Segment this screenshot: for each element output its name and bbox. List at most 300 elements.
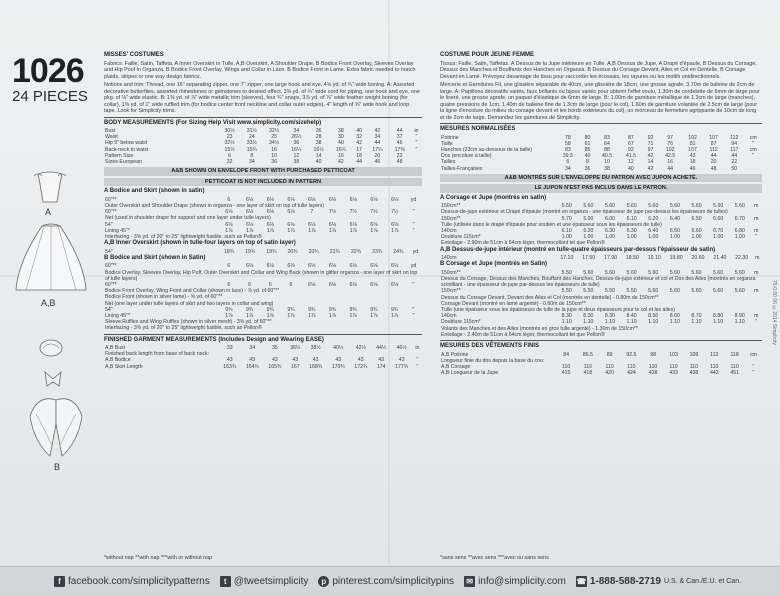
english-body-title: BODY MEASUREMENTS (For Sizing Help Visit www.simplicity.com/sizehelp) xyxy=(104,119,322,126)
row-value: 22¾ xyxy=(350,248,362,255)
row-value: 451 xyxy=(730,370,739,377)
row-value: cm xyxy=(749,134,757,141)
row-value: 85 xyxy=(584,146,591,153)
row-value: " xyxy=(415,134,418,141)
row-value: m xyxy=(754,203,759,210)
row-value: 5.60 xyxy=(648,288,659,295)
row-value: 40 xyxy=(356,128,362,134)
facebook-link[interactable] xyxy=(54,576,210,587)
row-value: 5.60 xyxy=(713,203,724,210)
row-value: 20 xyxy=(710,159,717,166)
row-value: 1.00 xyxy=(648,234,659,241)
row-value: 1⅞ xyxy=(328,227,337,234)
row-value: 6⅛ xyxy=(390,263,399,270)
row-value: 50 xyxy=(731,165,738,172)
row-label: 60"** xyxy=(105,281,117,288)
row-value: 9¾ xyxy=(308,306,316,313)
row-label: Longueur finie du dos depuis la base du cou: xyxy=(441,357,545,364)
row-value: 8.40 xyxy=(626,313,637,320)
row-label: 140cm xyxy=(441,255,457,262)
row-label: Net (one layer under tulle layers of skirt and two layers in collar and wing) xyxy=(105,300,274,307)
row-value: 40 xyxy=(584,153,591,160)
row-value: 86.5 xyxy=(582,351,593,358)
row-value: 43 xyxy=(357,357,364,364)
row-value: 6.10 xyxy=(561,228,572,235)
row-label: 60"** xyxy=(105,209,117,216)
row-value: 9¾ xyxy=(266,306,274,313)
row-value: 1.00 xyxy=(561,234,572,241)
row-value: 42½ xyxy=(355,345,366,352)
row-label: A,B Skirt Length xyxy=(105,363,143,370)
row-value: 44 xyxy=(710,153,717,160)
row-label: A,B Longueur de la Jupe xyxy=(441,370,499,377)
row-value: 5.60 xyxy=(648,203,659,210)
row-value: 110 xyxy=(649,363,658,370)
row-value: 438 xyxy=(689,370,699,377)
row-value: 6.40 xyxy=(669,215,680,222)
row-value: 5.60 xyxy=(734,203,745,210)
row-value: 97 xyxy=(647,146,654,153)
row-value: 1⅞ xyxy=(245,227,254,234)
row-value: 16¾ xyxy=(335,146,346,153)
row-label: Outer Overskirt and Shoulder Drape (shown in organza - one layer of skirt on top of tulle layers) xyxy=(105,202,325,209)
row-value: 6⅛ xyxy=(370,196,378,203)
row-value: 61 xyxy=(584,140,591,147)
row-value: 6⅛ xyxy=(245,196,254,203)
row-value: 43 xyxy=(335,357,342,364)
row-label: Corsage Devant (montré en lamé argenté) - 0.60m de 150cm** xyxy=(441,300,586,307)
row-value: 88 xyxy=(604,146,610,153)
row-value: 36 xyxy=(584,165,591,172)
row-value: 8.60 xyxy=(669,313,680,320)
row-value: 38 xyxy=(604,165,610,172)
row-value: 6.40 xyxy=(648,228,659,235)
row-value: " xyxy=(412,306,415,313)
row-value: " xyxy=(752,153,755,160)
row-value: 35 xyxy=(271,345,278,352)
row-value: " xyxy=(752,370,755,377)
table-row xyxy=(440,276,762,288)
row-label: Back-neck to waist xyxy=(105,146,149,153)
row-value: 44½ xyxy=(376,345,387,352)
row-value: 31½ xyxy=(246,128,257,134)
row-value: 17 xyxy=(356,146,362,153)
row-value: m xyxy=(754,215,759,222)
row-value: 6⅛ xyxy=(245,221,254,228)
row-value: 21¾ xyxy=(329,248,340,255)
row-value: 1.10 xyxy=(648,319,659,326)
row-value: 168¾ xyxy=(309,363,323,370)
row-label: Sizes-European xyxy=(105,159,142,166)
french-fabrics: Tissus: Faille, Satin, Taffetas. A Dessus de la Jupe intérieure en Tulle. A,B Dessus de Jupe, A Drapé d'épaule, B Dessus du Corsage, Dessus des Manches et Bouffants des Hanches en Organza. B Dessus du Corsage Devant, Ailes et Col en Dentelle. B Corsage Devant en Lamé. Prévoyez davantage de tissu pour raccorder les écossais, les rayures ou les motifs unidirectionnels. xyxy=(440,60,757,80)
row-value: cm xyxy=(749,146,757,153)
row-value: 6⅛ xyxy=(266,263,274,270)
row-value: 103 xyxy=(669,351,678,358)
row-value: 43 xyxy=(378,357,385,364)
row-value: 6⅛ xyxy=(349,263,357,270)
row-value: 17.10 xyxy=(560,255,574,262)
row-value: 174 xyxy=(376,363,386,370)
english-view-b-yardage xyxy=(104,263,422,331)
row-value: " xyxy=(752,140,755,147)
row-value: 1.00 xyxy=(734,234,745,241)
row-value: 6.20 xyxy=(648,215,659,222)
row-value: 38 xyxy=(337,128,344,134)
row-value: 1⅞ xyxy=(349,312,357,319)
row-value: 1⅞ xyxy=(225,227,233,234)
row-value: 5.60 xyxy=(626,203,637,210)
row-value: " xyxy=(412,209,415,216)
row-value: 6 xyxy=(228,152,232,159)
row-value: 1⅞ xyxy=(370,227,378,234)
row-value: 108 xyxy=(689,351,699,358)
phone-icon: ☎ xyxy=(576,577,587,586)
row-value: 5.90 xyxy=(583,215,594,222)
french-view-b-yardage xyxy=(440,270,762,338)
row-value: 16¼ xyxy=(291,146,302,153)
row-value: 1.00 xyxy=(583,234,594,241)
pinterest-text: pinterest.com/simplicitypins xyxy=(332,576,455,587)
row-value: 113 xyxy=(710,351,719,358)
row-label: 150cm** xyxy=(441,203,461,210)
email-link[interactable] xyxy=(464,576,566,587)
row-value: 33½ xyxy=(246,140,257,147)
row-value: 5.50 xyxy=(604,288,616,295)
row-value: 36 xyxy=(271,159,277,166)
row-value: 42 xyxy=(374,128,381,134)
row-value: 32½ xyxy=(269,128,280,134)
row-value: 46 xyxy=(374,159,381,166)
row-value: 1.10 xyxy=(669,319,680,326)
row-value: 6.70 xyxy=(713,228,724,235)
row-value: 16½ xyxy=(313,146,324,153)
phone-note: U.S. & Can./E.U. et Can. xyxy=(664,578,742,585)
row-value: 17.50 xyxy=(582,255,596,262)
row-value: 43 xyxy=(398,357,405,364)
facebook-icon: f xyxy=(54,576,65,587)
phone-link[interactable] xyxy=(576,576,741,587)
row-value: 6⅛ xyxy=(328,221,337,228)
row-value: 36 xyxy=(315,128,322,134)
row-value: 5.50 xyxy=(583,288,594,295)
row-value: 1⅞ xyxy=(349,227,357,234)
row-value: 43 xyxy=(292,357,299,364)
row-value: 22 xyxy=(396,152,403,159)
french-notions: Mercerie et Garnitures Fil, une glissière séparable de 40cm, une glissière de 18cm, une grosse agrafe, 3.70m de baleine de 2cm de large. A: Papillons décoratifs variés, faux brillants ou bijoux variés pour obtenir l'effet voulu, 1.30m de cordelette de 6mm de large pour le liseré, une grosse agrafe, un paquet d'élastique de 6mm de large. B: 1.00m de garniture métallique de 1.3cm de large (manches), quatre pressions de 1cm, 1.40m de baleine fine de 1.3cm de large (pour le col), 1.60m de garniture volantée de 2.5cm de large (pour la ligne d'encolure du milieu du corsage devant et les bords extérieurs du col), un morceau de fermeture agrippante de 10cm de long et de 2cm de large. Demandez les garnitures de Simplicity. xyxy=(440,82,760,121)
row-value: 8.90 xyxy=(734,313,745,320)
row-value: 6⅛ xyxy=(328,196,337,203)
row-value: 21.40 xyxy=(713,255,727,262)
row-value: 118 xyxy=(730,351,739,358)
row-value: 44 xyxy=(356,159,362,166)
row-value: 6.50 xyxy=(669,228,680,235)
view-ab-skirt-sketch xyxy=(14,222,88,294)
row-value: 428 xyxy=(648,370,658,377)
view-b-wings-sketch xyxy=(28,394,84,460)
row-label: Sleeve Ruffles and Wing Ruffles (shown in silver mesh) - 3⅝ yd. of 60"** xyxy=(105,319,272,326)
row-value: 1⅞ xyxy=(245,312,254,319)
row-value: 8.30 xyxy=(604,313,616,320)
row-label: Finished back length from base of back neck: xyxy=(105,351,210,358)
row-value: 5.60 xyxy=(734,269,745,276)
row-value: 76 xyxy=(667,140,674,147)
row-value: 6.20 xyxy=(583,228,594,235)
row-value: 16 xyxy=(337,152,344,159)
row-value: 20¾ xyxy=(287,248,298,255)
row-label: 54" xyxy=(105,248,113,255)
row-label: Hanches (23cm au-dessous de la taille) xyxy=(441,146,533,153)
row-label: Tailles-Françaises xyxy=(441,165,483,172)
row-value: 6⅛ xyxy=(349,221,357,228)
row-value: 14 xyxy=(315,152,322,159)
row-value: 15½ xyxy=(224,146,235,153)
row-value: 6.00 xyxy=(604,215,616,222)
english-a-inner-title: A,B Inner Overskirt (shown in tulle-four layers on top of satin layer) xyxy=(104,240,296,247)
row-value: 71 xyxy=(647,140,654,147)
row-value: 6.60 xyxy=(691,228,702,235)
row-value: m xyxy=(754,313,759,320)
piece-count: 24 PIECES xyxy=(12,88,88,105)
row-value: 5.60 xyxy=(669,288,680,295)
row-label: Doublure 115cm* xyxy=(441,234,481,241)
row-value: 117 xyxy=(730,146,739,153)
row-value: 6.10 xyxy=(626,215,637,222)
english-fabrics: Fabrics: Faille, Satin, Taffeta. A Inner Overskirt in Tulle. A,B Overskirt, A Shoulder Drape, B Bodice Front Overlay, Sleeves Overlay and Hip Pouf in Organza. B Bodice Front Overlay, Wings and Collar in Lace. B Bodice Front in Lame. Extra fabric needed to match plaids, stripes or one way design fabrics. xyxy=(104,60,416,80)
row-value: 5.50 xyxy=(626,288,637,295)
row-value: 34 xyxy=(248,159,255,166)
row-value: 5.50 xyxy=(561,203,572,210)
row-label: 54" xyxy=(105,306,113,313)
row-value: 6 xyxy=(268,281,272,288)
english-finished-measurements xyxy=(104,345,422,370)
hip-pouf-sketch xyxy=(38,338,64,358)
row-value: 7½ xyxy=(370,209,378,216)
row-value: 20.60 xyxy=(691,255,705,262)
row-value: m xyxy=(754,228,759,235)
row-value: 5.60 xyxy=(713,269,724,276)
row-value: 6⅛ xyxy=(328,263,337,270)
row-value: 163¾ xyxy=(223,363,237,370)
row-value: 110 xyxy=(627,363,636,370)
row-value: 9¾ xyxy=(370,306,378,313)
row-value: 87 xyxy=(628,134,634,141)
pinterest-link[interactable] xyxy=(318,576,454,587)
table-row xyxy=(440,166,762,172)
row-value: 20 xyxy=(374,152,381,159)
row-value: 6⅛ xyxy=(390,281,399,288)
row-value: 1.00 xyxy=(669,234,680,241)
french-body-measurements-table xyxy=(440,135,762,172)
row-value: 177¾ xyxy=(395,363,409,370)
row-value: 6 xyxy=(566,159,570,166)
row-value: 7 xyxy=(310,209,314,216)
row-label: Tailles xyxy=(441,159,456,166)
row-value: 6⅛ xyxy=(370,263,378,270)
row-value: 41.5 xyxy=(625,153,636,160)
row-value: 78 xyxy=(564,134,571,141)
row-value: 110 xyxy=(689,363,699,370)
row-value: 1.00 xyxy=(713,234,724,241)
row-value: 6⅛ xyxy=(245,263,254,270)
row-label: Interfacing - 3⅝ yd. of 20" to 25" lightweight fusible, such as Pellon® xyxy=(105,325,262,332)
row-value: 39.5 xyxy=(562,153,573,160)
twitter-text: @tweetsimplicity xyxy=(233,576,309,587)
french-finished-measurements xyxy=(440,352,762,377)
row-value: 420 xyxy=(605,370,614,377)
row-value: 9¾ xyxy=(287,306,295,313)
pinterest-icon: p xyxy=(318,576,329,587)
row-label: 150cm** xyxy=(441,269,461,276)
row-value: 18 xyxy=(356,152,362,159)
row-value: 8.70 xyxy=(691,313,702,320)
row-value: 22 xyxy=(731,159,738,166)
row-value: 6⅛ xyxy=(266,209,274,216)
row-value: 9¾ xyxy=(225,306,233,313)
row-label: Interfacing - 3⅝ yd. of 20" to 25" lightweight fusible, such as Pellon® xyxy=(105,233,262,240)
row-value: 92 xyxy=(628,146,634,153)
french-b-title: B Corsage et Jupe (montrés en Satin) xyxy=(440,261,548,268)
row-value: 1⅞ xyxy=(266,227,274,234)
row-value: 8.80 xyxy=(713,313,724,320)
row-value: 110 xyxy=(605,363,614,370)
row-value: 20¾ xyxy=(308,248,319,255)
facebook-text: facebook.com/simplicitypatterns xyxy=(68,576,210,587)
french-a-inner-title: A,B Dessus-de-jupe intérieur (montré en tulle-quatre épaisseurs par-dessus l'épaisseur de satin) xyxy=(440,246,716,253)
row-value: 1.00 xyxy=(691,234,702,241)
row-value: 43 xyxy=(689,153,696,160)
row-value: 6⅛ xyxy=(287,263,295,270)
row-value: 5.60 xyxy=(604,203,616,210)
row-value: 110 xyxy=(583,363,592,370)
row-value: 46 xyxy=(689,165,696,172)
row-value: 5.60 xyxy=(604,269,616,276)
row-value: 6 xyxy=(248,281,251,288)
english-body-measurements-table xyxy=(104,128,422,165)
twitter-link[interactable] xyxy=(220,576,309,587)
row-value: 8 xyxy=(250,152,254,159)
row-value: 37 xyxy=(396,134,403,141)
row-value: 32½ xyxy=(224,140,235,147)
row-label: 150cm** xyxy=(441,215,461,222)
french-finished-title: MESURES DES VÊTEMENTS FINIS xyxy=(440,343,540,350)
pattern-number: 1026 xyxy=(12,52,84,90)
row-value: 1⅞ xyxy=(287,312,295,319)
row-value: 43 xyxy=(249,357,256,364)
row-value: m xyxy=(754,269,759,276)
french-footnote: *sans sens **avec sens ***avec ou sans sens xyxy=(440,555,549,561)
row-value: 22.30 xyxy=(735,255,749,262)
row-value: 42 xyxy=(647,153,654,160)
row-value: 6⅛ xyxy=(391,221,399,228)
row-value: 5.60 xyxy=(648,269,659,276)
row-value: 32 xyxy=(226,159,233,166)
row-value: 1.10 xyxy=(713,319,724,326)
row-value: 6.30 xyxy=(604,228,616,235)
row-value: " xyxy=(412,227,415,234)
row-value: 87 xyxy=(710,140,717,147)
row-value: m xyxy=(754,288,759,295)
row-value: " xyxy=(416,363,419,370)
row-value: 46½ xyxy=(396,345,407,352)
row-label: A,B Bust xyxy=(105,345,126,352)
row-value: 17¼ xyxy=(372,146,383,153)
row-value: m xyxy=(755,255,760,262)
row-value: 15¾ xyxy=(246,146,257,153)
row-value: 36 xyxy=(293,140,300,147)
row-value: 110 xyxy=(669,363,678,370)
english-footnote: *without nap **with nap ***with or without nap xyxy=(104,555,213,561)
french-body-title: MESURES NORMALISÉES xyxy=(440,126,516,132)
row-value: 6⅛ xyxy=(349,281,357,288)
row-value: 89 xyxy=(606,351,613,358)
twitter-icon: t xyxy=(220,576,231,587)
row-label: Lining 45"* xyxy=(105,312,130,319)
row-value: 12 xyxy=(628,159,634,166)
english-finished-title: FINISHED GARMENT MEASUREMENTS (Includes Design and Wearing EASE) xyxy=(104,336,324,343)
row-value: 19¾ xyxy=(245,248,256,255)
row-value: 415 xyxy=(561,370,571,377)
row-label: Bodice Overlay, Sleeves Overlay, Hip Puff, Outer Overskirt and Collar and Wing Back (shown in glitter organza - one layer of skirt on top of tulle layers) xyxy=(105,269,418,282)
row-value: 38 xyxy=(315,140,322,147)
table-row xyxy=(104,270,422,282)
row-value: 44 xyxy=(374,140,381,147)
row-value: 8.30 xyxy=(561,313,572,320)
english-band-envelope: A&B SHOWN ON ENVELOPE FRONT WITH PURCHASED PETTICOAT xyxy=(104,167,422,176)
row-value xyxy=(411,159,422,165)
row-value: 23 xyxy=(226,134,233,141)
english-column xyxy=(104,52,422,370)
row-label: Dessus du Corsage Devant, Devant des Ailes et Col (montrés en dentelle) - 0.80m de 150cm** xyxy=(441,294,659,301)
row-label: A,B Poitrine xyxy=(441,351,469,358)
english-a-title: A Bodice and Skirt (shown in satin) xyxy=(104,188,205,195)
row-label: Hip 9" below waist xyxy=(105,140,148,147)
row-label: Waist xyxy=(105,134,118,141)
row-value: 64 xyxy=(604,140,610,147)
row-label: Dos (encolure à taille) xyxy=(441,153,492,160)
row-value: 98 xyxy=(650,351,657,358)
row-value: 40.5 xyxy=(602,153,613,160)
row-value: 40 xyxy=(337,140,344,147)
row-value: 170¾ xyxy=(331,363,345,370)
row-value: 17⅜ xyxy=(394,146,405,153)
row-value: 164¾ xyxy=(245,363,259,370)
phone-text: 1-888-588-2719 xyxy=(589,576,661,587)
table-row xyxy=(440,370,762,376)
row-label: Net (used in shoulder drape for support and one layer under tulle layers) xyxy=(105,215,271,222)
row-value: 42 xyxy=(337,159,344,166)
row-value: " xyxy=(412,221,415,228)
row-value: 6⅛ xyxy=(287,221,295,228)
row-value: 40 xyxy=(315,159,322,166)
row-value: 6⅛ xyxy=(225,209,233,216)
envelope-icon: ✉ xyxy=(464,576,475,587)
row-label: Bust xyxy=(105,128,116,134)
row-value: 19.10 xyxy=(647,255,661,262)
row-value: 43 xyxy=(271,357,278,364)
row-value: 1⅞ xyxy=(225,312,233,319)
row-value: 38½ xyxy=(310,345,321,352)
english-view-a-yardage xyxy=(104,197,422,240)
row-value: 1⅞ xyxy=(266,312,274,319)
row-value: 5.60 xyxy=(691,288,702,295)
row-value: 5.60 xyxy=(691,269,702,276)
row-label: Tulle (une épaisseur sous les épaisseurs de tulle de la jupe et deux épaisseurs pour le col et les ailes) xyxy=(441,307,675,314)
row-value: 1⅞ xyxy=(370,312,378,319)
row-value: 1⅞ xyxy=(391,227,399,234)
row-value: 1.10 xyxy=(604,319,616,326)
row-value: 97 xyxy=(667,134,674,141)
row-value: 6.80 xyxy=(734,228,745,235)
